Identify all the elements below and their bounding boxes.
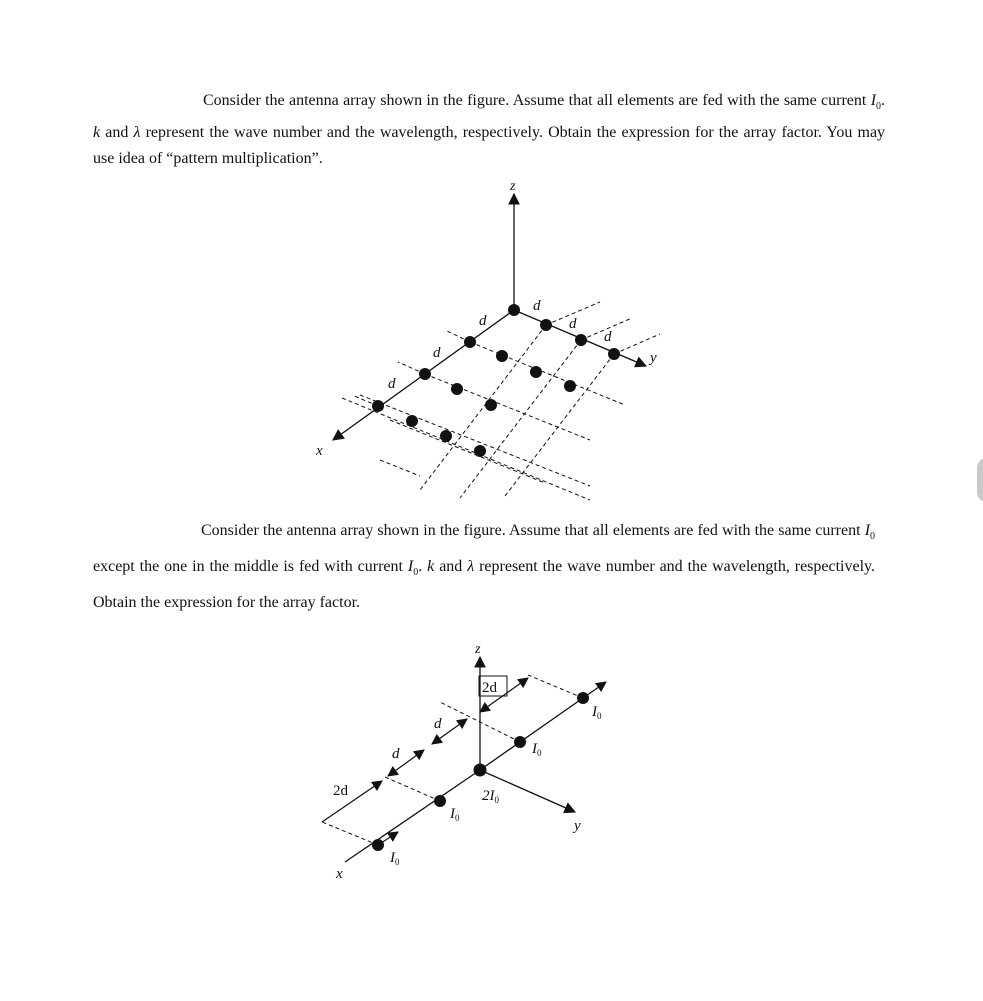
figure2-y-label: y (574, 818, 581, 834)
figure2-x-axis (345, 770, 480, 862)
figure1-spacing-label: d (388, 376, 396, 392)
figure1-z-label: z (510, 179, 516, 194)
figure1-spacing-label: d (569, 316, 577, 332)
figure2-element-center (474, 764, 487, 777)
figure1-spacing-label: d (479, 313, 487, 329)
figure1-y-label: y (650, 350, 657, 366)
figure2-current-upper: $I_0$ (532, 741, 542, 758)
figure1-x-label: x (316, 443, 323, 459)
figure2-label-2d-top: 2d (482, 680, 497, 696)
problem1-line3: expression for the array factor. You may use idea of “pattern multiplication”. (93, 124, 886, 168)
figure2-current-bottom: $I_0$ (390, 850, 400, 867)
figure2-current-right: $I_0$ (592, 704, 602, 721)
figure2-element (372, 839, 384, 851)
figure1-spacing-label: d (533, 298, 541, 314)
figure1-spacing-label: d (604, 329, 612, 345)
figure2-dim-2d-left (322, 781, 382, 822)
figure2-element (577, 692, 589, 704)
figure2-element-row (480, 698, 583, 770)
figure2-label-d-upper: d (434, 716, 442, 732)
figure2-label-d-lower: d (392, 746, 400, 762)
figure1-spacing-label: d (433, 345, 441, 361)
problem2-line3: and the wavelength, respectively. Obtain the expression for the array factor. (93, 558, 875, 612)
problem1-text: Consider the antenna array shown in the figure. Assume that all elements are fed with the same current $I_0$. k and λ represent the wave number and the wavelength, respectively. Obtain the expression for the array factor. You may use idea of “pattern multiplication”. (93, 92, 886, 168)
figure2-x-label: x (336, 866, 343, 882)
figure2-current-center: $2I_0$ (482, 788, 499, 805)
problem2-line1: Consider the antenna array shown in the figure. Assume that all elements are fed with the (201, 522, 775, 539)
figure2-z-label: z (475, 642, 481, 657)
figure2-element (514, 736, 526, 748)
problem2-text: Consider the antenna array shown in the figure. Assume that all elements are fed with the same current $I_0$ except the one in the middle is fed with current $I_0$. k and λ represent the wave number and the wavelength, respectively. Obtain the expression for the array factor. (93, 522, 876, 612)
figure2-current-lower: $I_0$ (450, 806, 460, 823)
scroll-handle[interactable] (977, 458, 983, 502)
figure2-element (434, 795, 446, 807)
figure2-label-2d-left: 2d (333, 783, 348, 799)
problem1-line1: Consider the antenna array shown in the figure. Assume that all elements are fed with the (203, 92, 780, 109)
